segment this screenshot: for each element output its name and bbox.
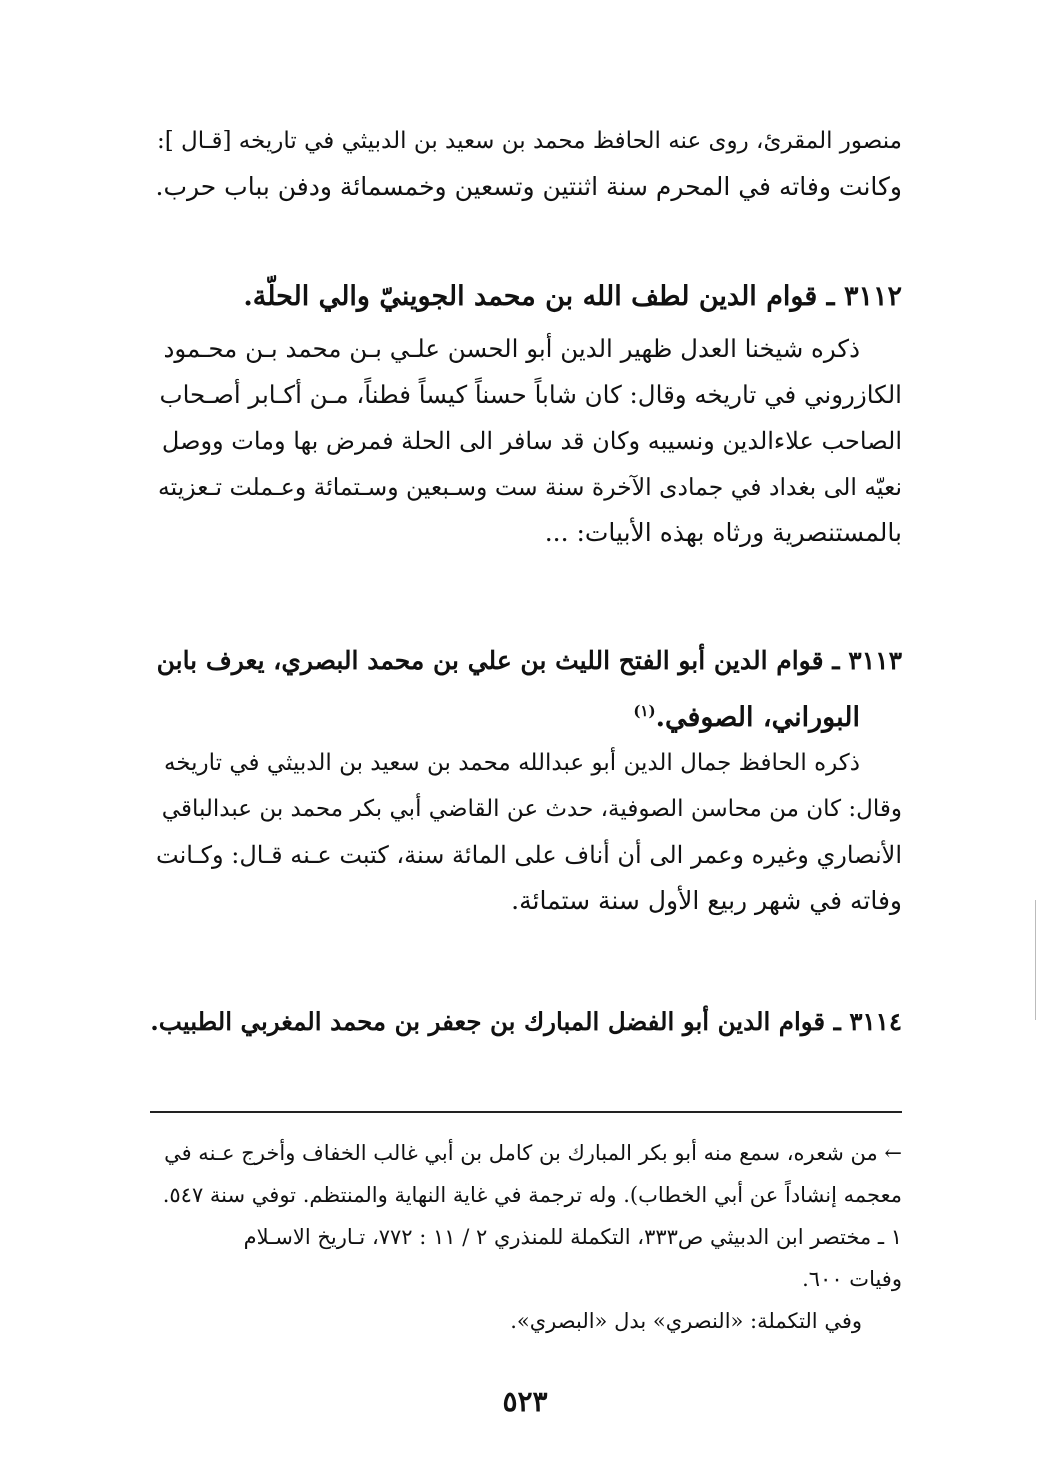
text-line: وكانت وفاته في المحرم سنة اثنتين وتسعين وخمسمائة ودفن بباب حرب. bbox=[155, 172, 902, 201]
page-number: ٥٢٣ bbox=[502, 1385, 548, 1418]
footnote-line: وفيات ٦٠٠. bbox=[802, 1267, 902, 1291]
footnote-line: ١ ـ مختصر ابن الدبيثي ص٣٣٣، التكملة للمنذري ٢ / ١١ : ٧٧٢، تـاريخ الاسـلام bbox=[243, 1225, 902, 1249]
entry-heading-3114 bbox=[150, 997, 902, 1047]
scan-edge-mark bbox=[1035, 900, 1036, 1020]
footnote-reference: (١) bbox=[633, 702, 656, 720]
text-line: الصاحب علاءالدين ونسيبه وكان قد سافر الى الحلة فمرض بها ومات ووصل bbox=[161, 427, 902, 455]
footnotes bbox=[150, 1132, 902, 1342]
text-line: منصور المقرئ، روى عنه الحافظ محمد بن سعيد بن الدبيثي في تاريخه [قـال ]: bbox=[156, 128, 902, 154]
text-line: وفاته في شهر ربيع الأول سنة ستمائة. bbox=[511, 886, 902, 915]
heading-text: البوراني، الصوفي. bbox=[655, 702, 860, 733]
continuation-paragraph bbox=[150, 118, 902, 210]
entry-heading-3112 bbox=[150, 272, 902, 322]
entry-heading-3113 bbox=[150, 636, 902, 743]
footnote-line: ← من شعره، سمع منه أبو بكر المبارك بن كامل بن أبي غالب الخفاف وأخرج عـنه في bbox=[164, 1141, 902, 1165]
heading-line bbox=[150, 686, 902, 743]
text-line: بالمستنصرية ورثاه بهذه الأبيات: ... bbox=[544, 518, 902, 547]
heading-line: ٣١١٢ ـ قوام الدين لطف الله بن محمد الجوينيّ والي الحلّة. bbox=[243, 281, 902, 312]
text-line: الأنصاري وغيره وعمر الى أن أناف على المائة سنة، كتبت عـنه قـال: وكـانت bbox=[156, 841, 902, 869]
text-line: وقال: كان من محاسن الصوفية، حدث عن القاضي أبي بكر محمد بن عبدالباقي bbox=[161, 796, 902, 822]
footnote-separator bbox=[150, 1111, 902, 1113]
text-line: نعيّه الى بغداد في جمادى الآخرة سنة ست وسـبعين وسـتمائة وعـملت تـعزيته bbox=[158, 473, 902, 501]
text-line: ذكره شيخنا العدل ظهير الدين أبو الحسن علـي بـن محمد بـن محـمود bbox=[163, 334, 860, 363]
footnote-line: وفي التكملة: «النصري» بدل «البصري». bbox=[510, 1309, 862, 1333]
footnote-line: معجمه إنشاداً عن أبي الخطاب). وله ترجمة في غاية النهاية والمنتظم. توفي سنة ٥٤٧. bbox=[162, 1183, 902, 1207]
heading-line: ٣١١٣ ـ قوام الدين أبو الفتح الليث بن علي بن محمد البصري، يعرف بابن bbox=[156, 646, 902, 675]
heading-line: ٣١١٤ ـ قوام الدين أبو الفضل المبارك بن جعفر بن محمد المغربي الطبيب. bbox=[150, 1007, 902, 1036]
text-line: ذكره الحافظ جمال الدين أبو عبدالله محمد بن سعيد بن الدبيثي في تاريخه bbox=[163, 750, 860, 776]
text-line: الكازروني في تاريخه وقال: كان شاباً حسناً كيساً فطناً، مـن أكـابر أصـحاب bbox=[159, 380, 902, 409]
entry-body-3112 bbox=[150, 326, 902, 556]
entry-body-3113 bbox=[150, 740, 902, 924]
